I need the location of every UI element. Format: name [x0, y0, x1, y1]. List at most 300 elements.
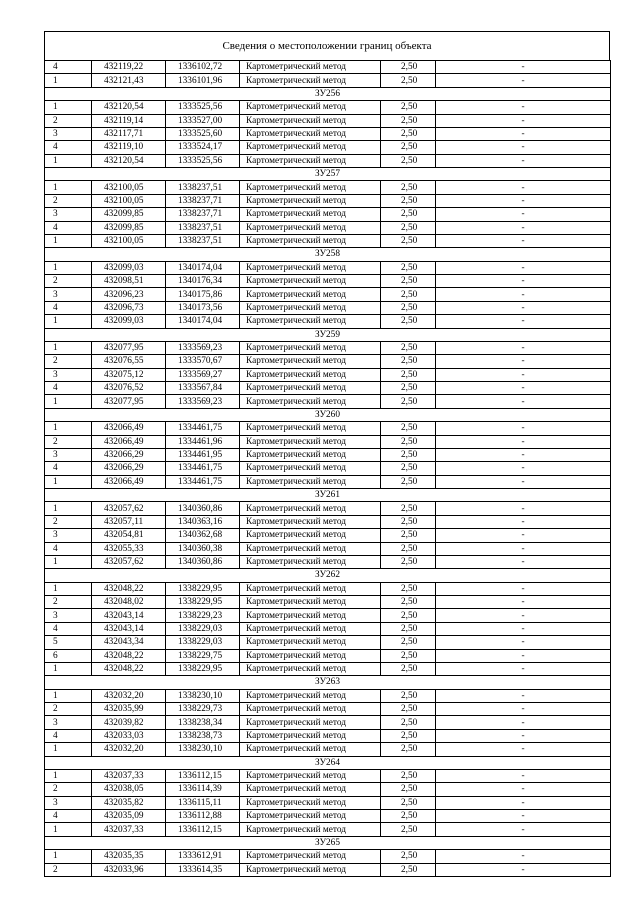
- point-number: 2: [45, 275, 92, 288]
- description-cell: -: [436, 422, 611, 435]
- x-coordinate: 432066,29: [92, 448, 166, 461]
- point-number: 1: [45, 743, 92, 756]
- precision-cell: 2,50: [381, 341, 436, 354]
- point-number: 1: [45, 74, 92, 87]
- parcel-name: ЗУ261: [45, 489, 611, 502]
- method-cell: Картометрический метод: [240, 783, 381, 796]
- precision-cell: 2,50: [381, 542, 436, 555]
- table-row: [45, 355, 611, 368]
- y-coordinate: 1338230,10: [166, 689, 240, 702]
- description-cell: -: [436, 382, 611, 395]
- method-cell: Картометрический метод: [240, 863, 381, 876]
- x-coordinate: 432057,62: [92, 555, 166, 568]
- precision-cell: 2,50: [381, 275, 436, 288]
- table-row: [45, 154, 611, 167]
- x-coordinate: 432100,05: [92, 194, 166, 207]
- y-coordinate: 1336115,11: [166, 796, 240, 809]
- description-cell: -: [436, 850, 611, 863]
- point-number: 2: [45, 114, 92, 127]
- table-row: [45, 368, 611, 381]
- point-number: 3: [45, 716, 92, 729]
- precision-cell: 2,50: [381, 783, 436, 796]
- precision-cell: 2,50: [381, 154, 436, 167]
- y-coordinate: 1333525,60: [166, 127, 240, 140]
- parcel-header-row: [45, 489, 611, 502]
- point-number: 4: [45, 382, 92, 395]
- method-cell: Картометрический метод: [240, 448, 381, 461]
- precision-cell: 2,50: [381, 823, 436, 836]
- y-coordinate: 1338237,51: [166, 234, 240, 247]
- y-coordinate: 1338229,95: [166, 582, 240, 595]
- method-cell: Картометрический метод: [240, 301, 381, 314]
- x-coordinate: 432048,22: [92, 582, 166, 595]
- description-cell: -: [436, 208, 611, 221]
- precision-cell: 2,50: [381, 515, 436, 528]
- x-coordinate: 432077,95: [92, 395, 166, 408]
- point-number: 3: [45, 796, 92, 809]
- description-cell: -: [436, 194, 611, 207]
- point-number: 1: [45, 154, 92, 167]
- y-coordinate: 1334461,96: [166, 435, 240, 448]
- table-row: [45, 783, 611, 796]
- precision-cell: 2,50: [381, 315, 436, 328]
- precision-cell: 2,50: [381, 127, 436, 140]
- parcel-header-row: [45, 569, 611, 582]
- method-cell: Картометрический метод: [240, 275, 381, 288]
- description-cell: -: [436, 515, 611, 528]
- table-row: [45, 810, 611, 823]
- parcel-name: ЗУ262: [45, 569, 611, 582]
- x-coordinate: 432119,22: [92, 61, 166, 74]
- precision-cell: 2,50: [381, 716, 436, 729]
- precision-cell: 2,50: [381, 208, 436, 221]
- precision-cell: 2,50: [381, 863, 436, 876]
- y-coordinate: 1334461,75: [166, 475, 240, 488]
- point-number: 1: [45, 341, 92, 354]
- precision-cell: 2,50: [381, 796, 436, 809]
- table-row: [45, 234, 611, 247]
- y-coordinate: 1333570,67: [166, 355, 240, 368]
- x-coordinate: 432048,02: [92, 596, 166, 609]
- point-number: 4: [45, 141, 92, 154]
- precision-cell: 2,50: [381, 368, 436, 381]
- table-row: [45, 395, 611, 408]
- table-row: [45, 609, 611, 622]
- method-cell: Картометрический метод: [240, 435, 381, 448]
- parcel-name: ЗУ264: [45, 756, 611, 769]
- description-cell: -: [436, 181, 611, 194]
- y-coordinate: 1333567,84: [166, 382, 240, 395]
- precision-cell: 2,50: [381, 181, 436, 194]
- method-cell: Картометрический метод: [240, 208, 381, 221]
- precision-cell: 2,50: [381, 435, 436, 448]
- point-number: 4: [45, 622, 92, 635]
- precision-cell: 2,50: [381, 810, 436, 823]
- precision-cell: 2,50: [381, 529, 436, 542]
- table-row: [45, 301, 611, 314]
- parcel-name: ЗУ257: [45, 168, 611, 181]
- x-coordinate: 432054,81: [92, 529, 166, 542]
- point-number: 3: [45, 208, 92, 221]
- precision-cell: 2,50: [381, 448, 436, 461]
- x-coordinate: 432100,05: [92, 181, 166, 194]
- description-cell: -: [436, 395, 611, 408]
- parcel-header-row: [45, 248, 611, 261]
- point-number: 4: [45, 729, 92, 742]
- description-cell: -: [436, 622, 611, 635]
- table-row: [45, 796, 611, 809]
- point-number: 4: [45, 542, 92, 555]
- point-number: 6: [45, 649, 92, 662]
- precision-cell: 2,50: [381, 743, 436, 756]
- description-cell: -: [436, 275, 611, 288]
- y-coordinate: 1338238,73: [166, 729, 240, 742]
- point-number: 3: [45, 127, 92, 140]
- description-cell: -: [436, 743, 611, 756]
- x-coordinate: 432048,22: [92, 662, 166, 675]
- y-coordinate: 1333569,23: [166, 395, 240, 408]
- precision-cell: 2,50: [381, 769, 436, 782]
- parcel-name: ЗУ260: [45, 408, 611, 421]
- method-cell: Картометрический метод: [240, 234, 381, 247]
- x-coordinate: 432119,14: [92, 114, 166, 127]
- description-cell: -: [436, 703, 611, 716]
- precision-cell: 2,50: [381, 462, 436, 475]
- x-coordinate: 432032,20: [92, 743, 166, 756]
- precision-cell: 2,50: [381, 114, 436, 127]
- y-coordinate: 1338238,34: [166, 716, 240, 729]
- y-coordinate: 1340363,16: [166, 515, 240, 528]
- method-cell: Картометрический метод: [240, 74, 381, 87]
- x-coordinate: 432121,43: [92, 74, 166, 87]
- table-row: [45, 716, 611, 729]
- table-row: [45, 435, 611, 448]
- x-coordinate: 432120,54: [92, 101, 166, 114]
- table-row: [45, 114, 611, 127]
- precision-cell: 2,50: [381, 194, 436, 207]
- description-cell: -: [436, 154, 611, 167]
- method-cell: Картометрический метод: [240, 649, 381, 662]
- point-number: 1: [45, 261, 92, 274]
- description-cell: -: [436, 649, 611, 662]
- parcel-header-row: [45, 676, 611, 689]
- method-cell: Картометрический метод: [240, 609, 381, 622]
- method-cell: Картометрический метод: [240, 395, 381, 408]
- point-number: 3: [45, 529, 92, 542]
- y-coordinate: 1336112,15: [166, 769, 240, 782]
- y-coordinate: 1340360,38: [166, 542, 240, 555]
- description-cell: -: [436, 355, 611, 368]
- point-number: 2: [45, 355, 92, 368]
- x-coordinate: 432096,73: [92, 301, 166, 314]
- x-coordinate: 432076,55: [92, 355, 166, 368]
- description-cell: -: [436, 689, 611, 702]
- precision-cell: 2,50: [381, 662, 436, 675]
- x-coordinate: 432057,62: [92, 502, 166, 515]
- y-coordinate: 1340173,56: [166, 301, 240, 314]
- method-cell: Картометрический метод: [240, 703, 381, 716]
- point-number: 3: [45, 448, 92, 461]
- precision-cell: 2,50: [381, 729, 436, 742]
- precision-cell: 2,50: [381, 395, 436, 408]
- parcel-header-row: [45, 756, 611, 769]
- y-coordinate: 1340175,86: [166, 288, 240, 301]
- document-page: [44, 31, 610, 877]
- description-cell: -: [436, 636, 611, 649]
- precision-cell: 2,50: [381, 382, 436, 395]
- boundary-coordinates-table: [44, 60, 611, 877]
- point-number: 4: [45, 301, 92, 314]
- precision-cell: 2,50: [381, 555, 436, 568]
- precision-cell: 2,50: [381, 596, 436, 609]
- precision-cell: 2,50: [381, 261, 436, 274]
- point-number: 3: [45, 288, 92, 301]
- table-row: [45, 74, 611, 87]
- y-coordinate: 1333525,56: [166, 101, 240, 114]
- precision-cell: 2,50: [381, 636, 436, 649]
- description-cell: -: [436, 542, 611, 555]
- point-number: 2: [45, 435, 92, 448]
- parcel-header-row: [45, 408, 611, 421]
- y-coordinate: 1333612,91: [166, 850, 240, 863]
- table-row: [45, 221, 611, 234]
- x-coordinate: 432037,33: [92, 769, 166, 782]
- method-cell: Картометрический метод: [240, 181, 381, 194]
- parcel-name: ЗУ259: [45, 328, 611, 341]
- method-cell: Картометрический метод: [240, 462, 381, 475]
- precision-cell: 2,50: [381, 355, 436, 368]
- description-cell: -: [436, 74, 611, 87]
- x-coordinate: 432066,49: [92, 475, 166, 488]
- method-cell: Картометрический метод: [240, 368, 381, 381]
- method-cell: Картометрический метод: [240, 769, 381, 782]
- x-coordinate: 432055,33: [92, 542, 166, 555]
- table-row: [45, 649, 611, 662]
- precision-cell: 2,50: [381, 622, 436, 635]
- table-row: [45, 703, 611, 716]
- method-cell: Картометрический метод: [240, 154, 381, 167]
- x-coordinate: 432120,54: [92, 154, 166, 167]
- y-coordinate: 1338229,23: [166, 609, 240, 622]
- description-cell: -: [436, 101, 611, 114]
- table-row: [45, 636, 611, 649]
- y-coordinate: 1338229,95: [166, 596, 240, 609]
- method-cell: Картометрический метод: [240, 582, 381, 595]
- y-coordinate: 1336112,88: [166, 810, 240, 823]
- description-cell: -: [436, 127, 611, 140]
- table-row: [45, 194, 611, 207]
- point-number: 2: [45, 515, 92, 528]
- y-coordinate: 1333527,00: [166, 114, 240, 127]
- point-number: 2: [45, 783, 92, 796]
- x-coordinate: 432038,05: [92, 783, 166, 796]
- point-number: 1: [45, 475, 92, 488]
- precision-cell: 2,50: [381, 74, 436, 87]
- table-row: [45, 288, 611, 301]
- table-row: [45, 555, 611, 568]
- precision-cell: 2,50: [381, 609, 436, 622]
- method-cell: Картометрический метод: [240, 796, 381, 809]
- point-number: 4: [45, 810, 92, 823]
- y-coordinate: 1338229,95: [166, 662, 240, 675]
- y-coordinate: 1338229,73: [166, 703, 240, 716]
- x-coordinate: 432099,85: [92, 221, 166, 234]
- description-cell: -: [436, 596, 611, 609]
- y-coordinate: 1340360,86: [166, 502, 240, 515]
- point-number: 3: [45, 609, 92, 622]
- method-cell: Картометрический метод: [240, 114, 381, 127]
- method-cell: Картометрический метод: [240, 716, 381, 729]
- point-number: 1: [45, 395, 92, 408]
- description-cell: -: [436, 261, 611, 274]
- method-cell: Картометрический метод: [240, 810, 381, 823]
- point-number: 4: [45, 462, 92, 475]
- description-cell: -: [436, 502, 611, 515]
- description-cell: -: [436, 435, 611, 448]
- description-cell: -: [436, 341, 611, 354]
- y-coordinate: 1340176,34: [166, 275, 240, 288]
- method-cell: Картометрический метод: [240, 515, 381, 528]
- method-cell: Картометрический метод: [240, 61, 381, 74]
- description-cell: -: [436, 368, 611, 381]
- description-cell: -: [436, 114, 611, 127]
- description-cell: -: [436, 555, 611, 568]
- method-cell: Картометрический метод: [240, 141, 381, 154]
- table-row: [45, 729, 611, 742]
- x-coordinate: 432043,34: [92, 636, 166, 649]
- description-cell: -: [436, 234, 611, 247]
- table-row: [45, 850, 611, 863]
- precision-cell: 2,50: [381, 301, 436, 314]
- table-row: [45, 341, 611, 354]
- method-cell: Картометрический метод: [240, 221, 381, 234]
- y-coordinate: 1336112,15: [166, 823, 240, 836]
- y-coordinate: 1340174,04: [166, 261, 240, 274]
- table-row: [45, 596, 611, 609]
- y-coordinate: 1340360,86: [166, 555, 240, 568]
- point-number: 4: [45, 221, 92, 234]
- method-cell: Картометрический метод: [240, 529, 381, 542]
- x-coordinate: 432037,33: [92, 823, 166, 836]
- x-coordinate: 432048,22: [92, 649, 166, 662]
- method-cell: Картометрический метод: [240, 622, 381, 635]
- description-cell: -: [436, 729, 611, 742]
- method-cell: Картометрический метод: [240, 261, 381, 274]
- table-row: [45, 127, 611, 140]
- description-cell: -: [436, 863, 611, 876]
- description-cell: -: [436, 221, 611, 234]
- method-cell: Картометрический метод: [240, 743, 381, 756]
- point-number: 1: [45, 315, 92, 328]
- description-cell: -: [436, 582, 611, 595]
- description-cell: -: [436, 141, 611, 154]
- point-number: 2: [45, 703, 92, 716]
- precision-cell: 2,50: [381, 101, 436, 114]
- point-number: 1: [45, 422, 92, 435]
- x-coordinate: 432043,14: [92, 622, 166, 635]
- description-cell: -: [436, 448, 611, 461]
- description-cell: -: [436, 609, 611, 622]
- x-coordinate: 432043,14: [92, 609, 166, 622]
- table-row: [45, 823, 611, 836]
- parcel-header-row: [45, 168, 611, 181]
- x-coordinate: 432035,35: [92, 850, 166, 863]
- precision-cell: 2,50: [381, 221, 436, 234]
- description-cell: -: [436, 315, 611, 328]
- method-cell: Картометрический метод: [240, 341, 381, 354]
- method-cell: Картометрический метод: [240, 194, 381, 207]
- description-cell: -: [436, 61, 611, 74]
- table-row: [45, 622, 611, 635]
- x-coordinate: 432100,05: [92, 234, 166, 247]
- x-coordinate: 432099,85: [92, 208, 166, 221]
- table-row: [45, 261, 611, 274]
- point-number: 1: [45, 850, 92, 863]
- table-row: [45, 315, 611, 328]
- table-row: [45, 382, 611, 395]
- point-number: 1: [45, 181, 92, 194]
- description-cell: -: [436, 662, 611, 675]
- description-cell: -: [436, 810, 611, 823]
- table-row: [45, 863, 611, 876]
- y-coordinate: 1340362,68: [166, 529, 240, 542]
- y-coordinate: 1338230,10: [166, 743, 240, 756]
- point-number: 1: [45, 101, 92, 114]
- description-cell: -: [436, 823, 611, 836]
- point-number: 3: [45, 368, 92, 381]
- precision-cell: 2,50: [381, 234, 436, 247]
- x-coordinate: 432066,49: [92, 422, 166, 435]
- parcel-name: ЗУ258: [45, 248, 611, 261]
- point-number: 1: [45, 234, 92, 247]
- y-coordinate: 1336101,96: [166, 74, 240, 87]
- precision-cell: 2,50: [381, 422, 436, 435]
- x-coordinate: 432035,82: [92, 796, 166, 809]
- point-number: 1: [45, 582, 92, 595]
- precision-cell: 2,50: [381, 689, 436, 702]
- table-row: [45, 462, 611, 475]
- parcel-header-row: [45, 87, 611, 100]
- description-cell: -: [436, 288, 611, 301]
- description-cell: -: [436, 529, 611, 542]
- table-row: [45, 542, 611, 555]
- description-cell: -: [436, 716, 611, 729]
- table-row: [45, 515, 611, 528]
- method-cell: Картометрический метод: [240, 475, 381, 488]
- x-coordinate: 432096,23: [92, 288, 166, 301]
- y-coordinate: 1333569,23: [166, 341, 240, 354]
- y-coordinate: 1334461,75: [166, 422, 240, 435]
- table-row: [45, 141, 611, 154]
- method-cell: Картометрический метод: [240, 422, 381, 435]
- table-row: [45, 502, 611, 515]
- point-number: 1: [45, 769, 92, 782]
- x-coordinate: 432099,03: [92, 315, 166, 328]
- description-cell: -: [436, 796, 611, 809]
- point-number: 1: [45, 823, 92, 836]
- point-number: 2: [45, 194, 92, 207]
- x-coordinate: 432035,09: [92, 810, 166, 823]
- table-body: [45, 61, 611, 877]
- description-cell: -: [436, 769, 611, 782]
- parcel-header-row: [45, 328, 611, 341]
- table-row: [45, 422, 611, 435]
- y-coordinate: 1333524,17: [166, 141, 240, 154]
- table-row: [45, 743, 611, 756]
- table-row: [45, 475, 611, 488]
- method-cell: Картометрический метод: [240, 850, 381, 863]
- point-number: 1: [45, 555, 92, 568]
